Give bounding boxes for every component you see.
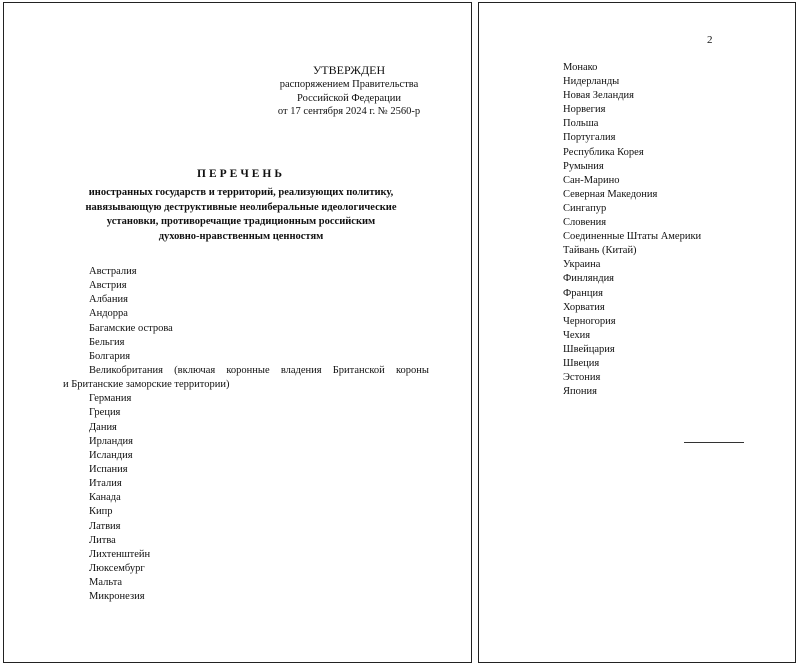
document-page-2 — [478, 2, 796, 663]
country-item: Болгария — [89, 350, 131, 362]
country-item: Сан-Марино — [563, 174, 620, 186]
wrapped-word: короны — [395, 364, 429, 376]
approval-stamp — [244, 62, 454, 119]
country-item-wrapped-line-2: и Британские заморские территории) — [63, 379, 230, 391]
end-of-list-divider — [684, 442, 744, 443]
country-item: Швейцария — [563, 343, 615, 355]
country-item: Словения — [563, 217, 607, 229]
country-list-page-1 — [63, 265, 429, 604]
country-item: Северная Македония — [563, 188, 658, 200]
subtitle-line-2: навязывающую деструктивные неолиберальные идеологические — [85, 201, 397, 213]
wrapped-word: владения — [280, 364, 322, 376]
country-item: Монако — [563, 62, 598, 73]
country-item: Кипр — [89, 506, 113, 518]
country-item: Андорра — [89, 308, 128, 320]
country-item: Эстония — [563, 372, 601, 384]
document-title-block — [59, 167, 423, 244]
subtitle-line-4: духовно-нравственным ценностям — [158, 230, 324, 242]
country-item: Новая Зеландия — [563, 90, 634, 102]
document-page-1 — [3, 2, 472, 663]
country-item: Норвегия — [563, 104, 606, 116]
country-item: Португалия — [563, 132, 616, 144]
wrapped-word: коронные — [226, 364, 270, 376]
document-subtitle — [59, 186, 423, 244]
country-item: Румыния — [563, 160, 604, 172]
country-item: Черногория — [563, 315, 616, 327]
country-item: Польша — [563, 118, 599, 130]
subtitle-line-1: иностранных государств и территорий, реализующих политику, — [88, 187, 394, 198]
approval-line-2: Российской Федерации — [297, 92, 401, 104]
country-item: Люксембург — [89, 562, 145, 574]
country-item: Австрия — [89, 280, 127, 292]
country-item: Нидерланды — [563, 76, 620, 88]
country-item: Канада — [89, 492, 121, 504]
country-item: Мальта — [89, 577, 123, 589]
country-item: Украина — [563, 259, 601, 271]
country-item: Багамские острова — [89, 322, 173, 334]
document-title: ПЕРЕЧЕНЬ — [197, 168, 285, 180]
country-item: Италия — [89, 478, 122, 490]
country-item: Германия — [89, 393, 132, 405]
country-item: Соединенные Штаты Америки — [563, 231, 702, 243]
country-item: Бельгия — [89, 336, 125, 348]
country-item: Греция — [89, 407, 121, 419]
country-item: Албания — [89, 294, 128, 306]
country-item: Австралия — [89, 266, 137, 277]
subtitle-line-3: установки, противоречащие традиционным российским — [106, 216, 376, 227]
page-number: 2 — [707, 34, 713, 46]
country-item: Исландия — [89, 449, 133, 461]
country-list-page-2 — [563, 61, 783, 399]
country-item: Хорватия — [563, 301, 605, 313]
wrapped-word: (включая — [174, 364, 216, 376]
country-item: Финляндия — [563, 273, 615, 285]
country-item: Чехия — [563, 329, 591, 341]
country-item: Дания — [89, 421, 117, 433]
country-item-wrapped-line-1 — [89, 364, 429, 378]
country-item: Франция — [563, 287, 603, 299]
country-item: Швеция — [563, 357, 600, 369]
country-item: Тайвань (Китай) — [563, 245, 637, 257]
country-item: Латвия — [89, 520, 121, 532]
wrapped-word: Великобритания — [89, 364, 163, 376]
country-item: Микронезия — [89, 591, 145, 603]
wrapped-word: Британской — [332, 364, 385, 376]
approval-line-1: распоряжением Правительства — [279, 79, 419, 90]
country-item: Испания — [89, 463, 128, 475]
approval-line-3: от 17 сентября 2024 г. № 2560-р — [277, 106, 421, 117]
approval-heading: УТВЕРЖДЕН — [312, 63, 386, 77]
country-item: Республика Корея — [563, 146, 644, 158]
country-item: Ирландия — [89, 435, 134, 447]
country-item: Сингапур — [563, 202, 607, 214]
country-item: Япония — [563, 386, 597, 398]
country-item: Лихтенштейн — [89, 548, 151, 560]
country-item: Литва — [89, 534, 116, 546]
